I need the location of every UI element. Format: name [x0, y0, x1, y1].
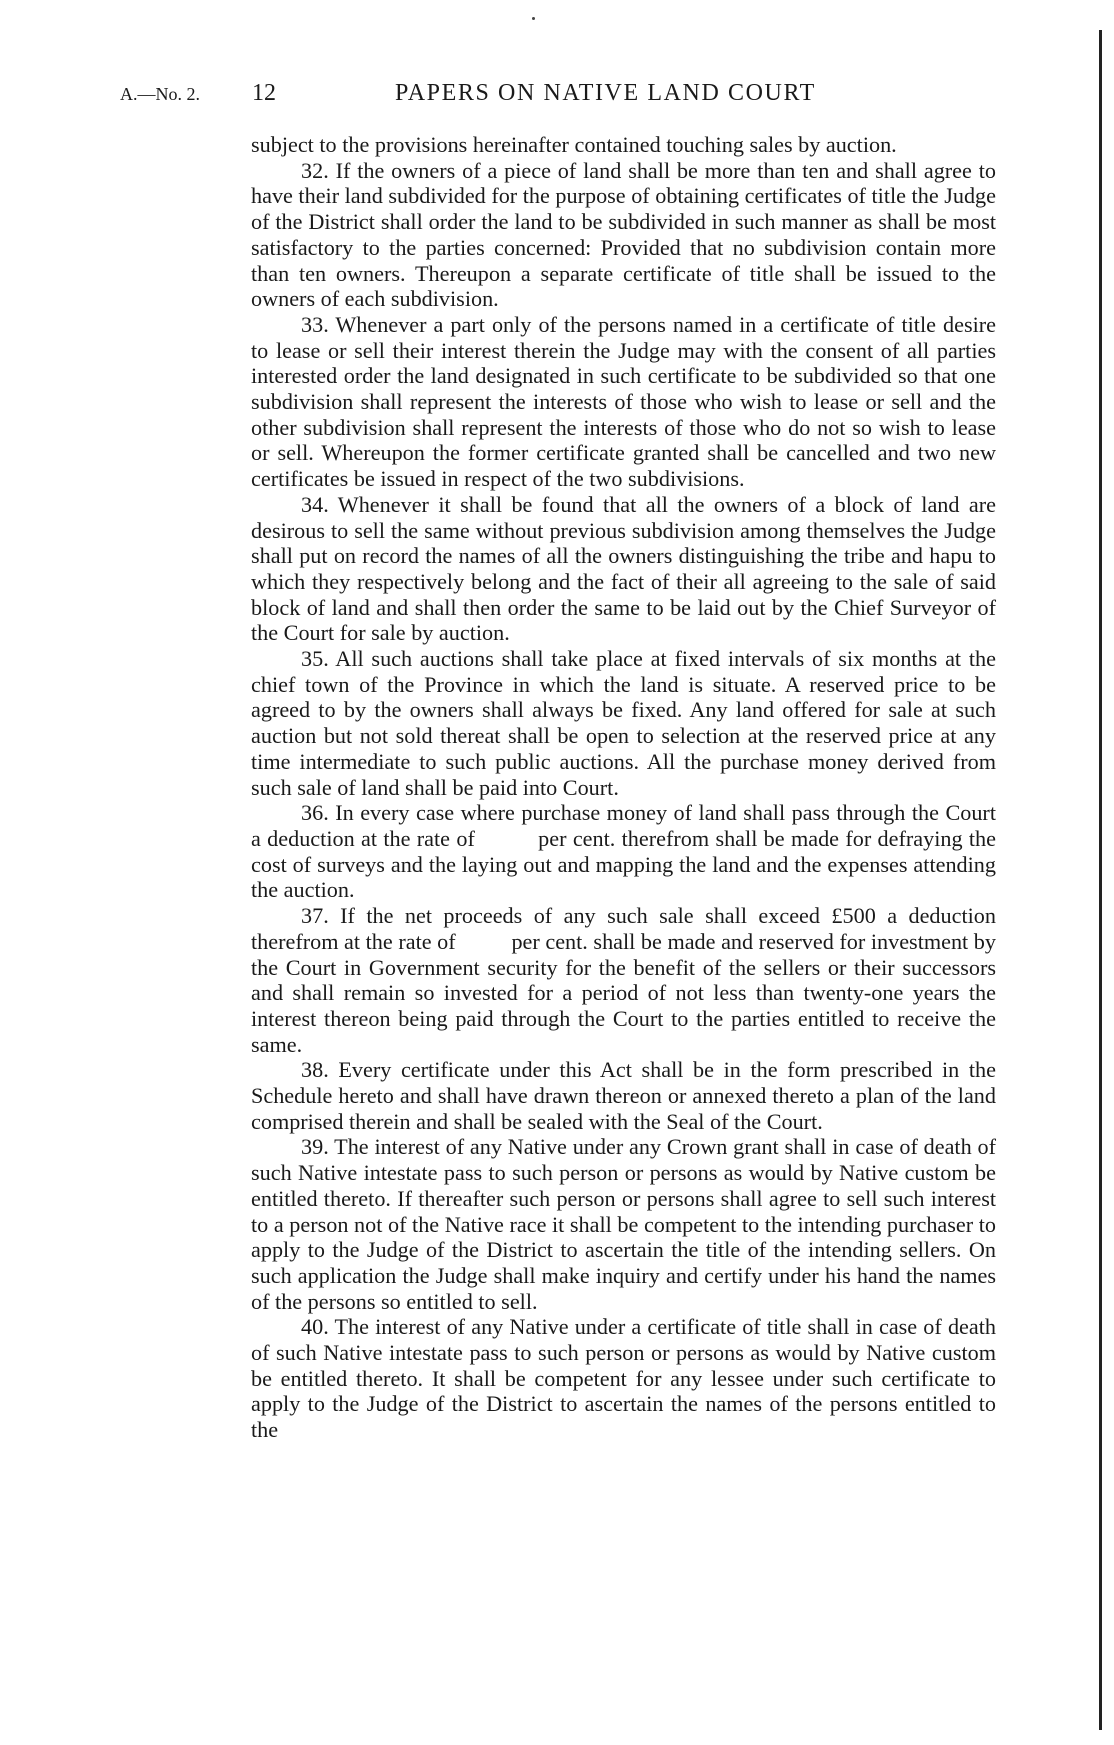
section-38: 38. Every certificate under this Act shall be in the form prescribed in the Schedule hereto and shall have drawn thereon or annexed thereto a plan of the land comprised therein and shall be sealed with the Seal of the Court. [251, 1057, 996, 1134]
page-number: 12 [252, 80, 276, 106]
page-edge-rule [1099, 30, 1102, 1730]
print-speck [532, 17, 535, 20]
section-39: 39. The interest of any Native under any Crown grant shall in case of death of such Native intestate pass to such person or persons as would by Native custom be entitled thereto. If thereafter such person or persons shall agree to sell such interest to a person not of the Native race it shall be competent to the intending purchaser to apply to the Judge of the District to ascertain the title of the intending sellers. On such application the Judge shall make inquiry and certify under his hand the names of the persons so entitled to sell. [251, 1134, 996, 1314]
page-header [0, 80, 1114, 110]
section-37: 37. If the net proceeds of any such sale shall exceed £500 a deduction therefrom at the rate of per cent. shall be made and reserved for investment by the Court in Government security for the benefit of the sellers or their successors and shall remain so invested for a period of not less than twenty-one years the interest thereon being paid through the Court to the parties entitled to receive the same. [251, 903, 1002, 1057]
document-reference: A.—No. 2. [120, 84, 200, 104]
section-35: 35. All such auctions shall take place at fixed intervals of six months at the chief town of the Province in which the land is situate. A reserved price to be agreed to by the owners shall always be fixed. Any land offered for sale at such auction but not sold thereat shall be open to selection at the reserved price at any time intermediate to such public auctions. All the purchase money derived from such sale of land shall be paid into Court. [251, 646, 996, 800]
section-36: 36. In every case where purchase money of land shall pass through the Court a deduction at the rate of per cent. therefrom shall be made for defraying the cost of surveys and the laying out and mapping the land and the expenses attending the auction. [251, 800, 1002, 903]
section-40: 40. The interest of any Native under a certificate of title shall in case of death of such Native intestate pass to such person or persons as would by Native custom be entitled thereto. It shall be competent for any lessee under such certificate to apply to the Judge of the District to ascertain the names of the persons entitled to the [251, 1314, 996, 1443]
document-body [251, 132, 1002, 1443]
section-32: 32. If the owners of a piece of land shall be more than ten and shall agree to have their land subdivided for the purpose of obtaining certificates of title the Judge of the District shall order the land to be subdivided in such manner as shall be most satisfactory to the parties concerned: Provided that no subdivision contain more than ten owners. Thereupon a separate certificate of title shall be issued to the owners of each subdivision. [251, 157, 996, 312]
running-title: PAPERS ON NATIVE LAND COURT [395, 80, 816, 106]
section-34: 34. Whenever it shall be found that all the owners of a block of land are desirous to sell the same without previous subdivision among themselves the Judge shall put on record the names of all the owners distinguishing the tribe and hapu to which they respectively belong and the fact of their all agreeing to the sale of said block of land and shall then order the same to be laid out by the Chief Surveyor of the Court for sale by auction. [251, 491, 996, 646]
continued-paragraph: subject to the provisions hereinafter contained touching sales by auction. [251, 132, 897, 157]
section-33: 33. Whenever a part only of the persons named in a certificate of title desire to lease or sell their interest therein the Judge may with the consent of all parties interested order the land designated in such certificate to be subdivided so that one subdivision shall represent the interests of those who wish to lease or sell and the other subdivision shall represent the interests of those who do not so wish to lease or sell. Whereupon the former certificate granted shall be cancelled and two new certificates be issued in respect of the two subdivisions. [251, 311, 996, 492]
